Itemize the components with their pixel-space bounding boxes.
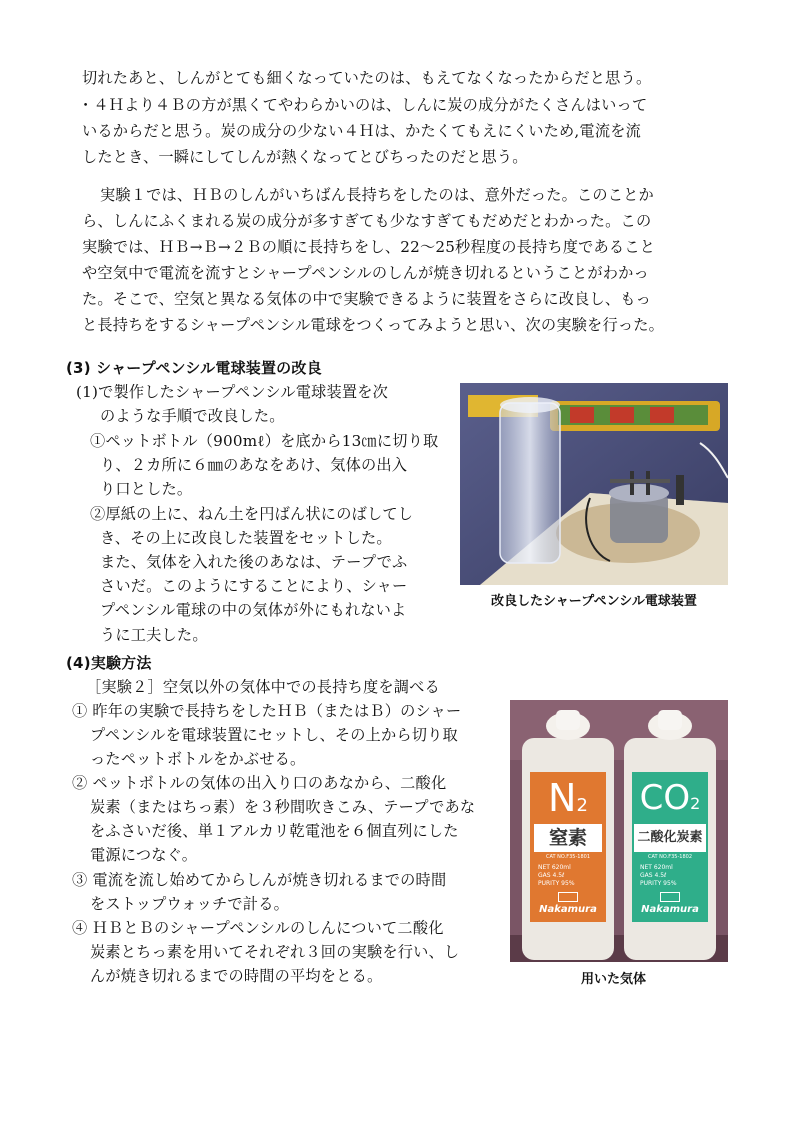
photo-caption: 改良したシャープペンシル電球装置 xyxy=(491,594,697,609)
n2-net: NET 620ml xyxy=(538,864,571,871)
formula-subscript: 2 xyxy=(690,794,701,813)
section-heading: (4)実験方法 xyxy=(66,654,152,672)
text-line: ・４Ｈより４Ｂの方が黒くてやわらかいのは、しんに炭の成分がたくさんはいって xyxy=(78,96,648,114)
text-line: いるからだと思う。炭の成分の少ない４Ｈは、かたくてもえにくいため,電流を流 xyxy=(82,122,641,140)
text-line: プペンシル電球の中の気体が外にもれないよ xyxy=(100,601,407,619)
text-line: ① 昨年の実験で長持ちをしたＨＢ（またはＢ）のシャー xyxy=(72,702,462,720)
co2-cat: CAT NO.F35-1802 xyxy=(648,854,692,860)
co2-logo-icon xyxy=(660,892,680,902)
co2-net: NET 620ml xyxy=(640,864,673,871)
n2-brand: Nakamura xyxy=(539,904,597,915)
co2-can-label xyxy=(632,772,708,922)
text-line: 実験では、ＨＢ→Ｂ→２Ｂの順に長持ちをし、22〜25秒程度の長持ち度であること xyxy=(82,238,656,256)
text-line: り口とした。 xyxy=(100,480,193,498)
co2-brand: Nakamura xyxy=(641,904,699,915)
text-line: 切れたあと、しんがとても細くなっていたのは、もえてなくなったからだと思う。 xyxy=(82,69,652,87)
text-line: また、気体を入れた後のあなは、テープでふ xyxy=(100,553,408,571)
n2-formula xyxy=(530,776,606,828)
text-line: ①ペットボトル（900mℓ）を底から13㎝に切り取 xyxy=(90,432,439,450)
text-line: 炭素（またはちっ素）を３秒間吹きこみ、テープであな xyxy=(90,798,476,816)
text-line: 炭素とちっ素を用いてそれぞれ３回の実験を行い、し xyxy=(90,943,460,961)
text-line: た。そこで、空気と異なる気体の中で実験できるように装置をさらに改良し、もっ xyxy=(82,290,652,308)
text-line: 電源につなぐ。 xyxy=(90,846,198,864)
text-line: や空気中で電流を流すとシャープペンシルのしんが焼き切れるということがわかっ xyxy=(82,264,649,282)
section-heading: (3) シャープペンシル電球装置の改良 xyxy=(66,359,322,377)
text-line: ④ ＨＢとＢのシャープペンシルのしんについて二酸化 xyxy=(72,919,444,937)
text-line: したとき、一瞬にしてしんが熱くなってとびちったのだと思う。 xyxy=(82,148,528,166)
text-line: り、２カ所に６㎜のあなをあけ、気体の出入 xyxy=(100,456,408,474)
text-line: んが焼き切れるまでの時間の平均をとる。 xyxy=(90,967,383,985)
text-line: ②厚紙の上に、ねん土を円ばん状にのばしてし xyxy=(90,505,414,523)
text-line: さいだ。このようにすることにより、シャー xyxy=(100,577,408,595)
text-line: プペンシルを電球装置にセットし、その上から切り取 xyxy=(90,726,458,744)
text-line: 実験１では、ＨＢのしんがいちばん長持ちをしたのは、意外だった。このことか xyxy=(100,186,654,204)
co2-purity: PURITY 95% xyxy=(640,880,677,887)
text-line: をふさいだ後、単１アルカリ乾電池を６個直列にした xyxy=(90,822,459,840)
text-line: ③ 電流を流し始めてからしんが焼き切れるまでの時間 xyxy=(72,871,447,889)
text-line: (1)で製作したシャープペンシル電球装置を次 xyxy=(76,383,389,401)
co2-name: 二酸化炭素 xyxy=(634,824,706,852)
n2-purity: PURITY 95% xyxy=(538,880,575,887)
text-line: うに工夫した。 xyxy=(100,626,208,644)
text-line: ら、しんにふくまれる炭の成分が多すぎても少なすぎてもだめだとわかった。この xyxy=(82,212,652,230)
formula-main: N xyxy=(548,776,577,820)
n2-specs xyxy=(538,864,598,888)
photo-caption: 用いた気体 xyxy=(581,972,647,987)
text-line: き、その上に改良した装置をセットした。 xyxy=(100,529,392,547)
n2-name: 窒素 xyxy=(534,824,602,852)
co2-specs xyxy=(640,864,700,888)
n2-cat: CAT NO.F35-1801 xyxy=(546,854,590,860)
co2-gas: GAS 4.5ℓ xyxy=(640,872,667,879)
n2-logo-icon xyxy=(558,892,578,902)
n2-gas: GAS 4.5ℓ xyxy=(538,872,565,879)
text-line: をストップウォッチで計る。 xyxy=(90,895,289,913)
device-illustration xyxy=(460,383,728,585)
co2-formula xyxy=(632,776,708,826)
text-line: ったペットボトルをかぶせる。 xyxy=(90,750,306,768)
formula-main: CO xyxy=(639,778,691,818)
experiment-title: ［実験２］空気以外の気体中での長持ち度を調べる xyxy=(86,678,440,696)
text-line: ② ペットボトルの気体の出入り口のあなから、二酸化 xyxy=(72,774,447,792)
device-photo xyxy=(460,383,728,585)
text-line: のような手順で改良した。 xyxy=(100,407,285,425)
gas-cans-photo xyxy=(510,700,728,962)
text-line: と長持ちをするシャープペンシル電球をつくってみようと思い、次の実験を行った。 xyxy=(82,316,664,334)
n2-can-label xyxy=(530,772,606,922)
formula-subscript: 2 xyxy=(576,795,588,816)
